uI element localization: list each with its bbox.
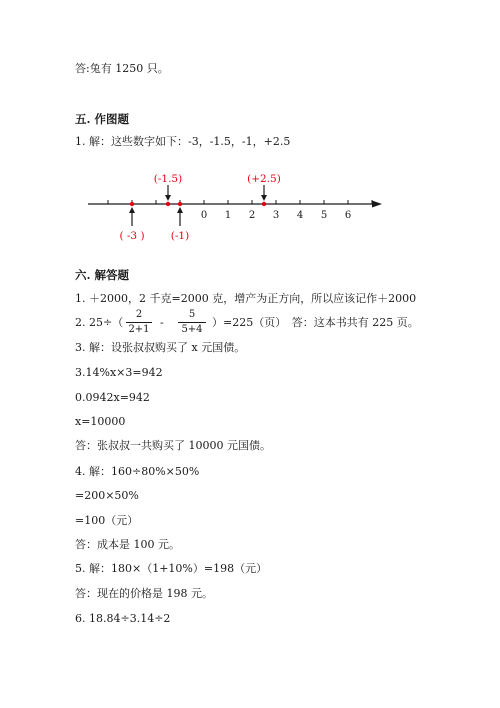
section-5-q1-text: 1. 解：这些数字如下：-3，-1.5，-1，+2.5 <box>75 135 291 148</box>
q3-line: x=10000 <box>75 415 126 428</box>
tick-label: 5 <box>320 210 328 221</box>
point-marker <box>262 202 266 206</box>
q3-line: 答：张叔叔一共购买了 10000 元国债。 <box>75 439 271 452</box>
q3-line: 0.0942x=942 <box>75 391 150 404</box>
number-line-svg <box>80 168 390 248</box>
fraction-1 <box>126 309 152 336</box>
q3-line: 3.14%x×3=942 <box>75 366 163 379</box>
fraction-1-numerator: 2 <box>135 309 143 320</box>
point-marker <box>178 202 182 206</box>
label-above: (-1.5) <box>153 173 183 185</box>
section-6-q1: 1. ＋2000，2 千克=2000 克，增产为正方向，所以应该记作＋2000 <box>75 292 417 305</box>
number-line-figure <box>80 168 390 248</box>
q5-line: 答：现在的价格是 198 元。 <box>75 587 213 600</box>
arrow-up-head <box>177 207 183 213</box>
point-marker <box>130 202 134 206</box>
previous-answer: 答:兔有 1250 只。 <box>75 62 169 75</box>
q4-line: =100（元） <box>75 514 139 527</box>
tick-label: 4 <box>296 210 304 221</box>
section-6-q2-prefix: 2. 25÷（ <box>75 316 124 329</box>
tick-label: 2 <box>248 210 256 221</box>
axis-arrowhead <box>372 201 382 208</box>
tick-label: 1 <box>224 210 232 221</box>
q4-line: 4. 解：160÷80%×50% <box>75 465 200 478</box>
section-6-title: 六. 解答题 <box>75 268 130 282</box>
label-above: (+2.5) <box>247 173 281 185</box>
fraction-1-bar <box>126 322 152 323</box>
tick-label: 0 <box>200 210 208 221</box>
tick-label: 3 <box>272 210 280 221</box>
fraction-2-numerator: 5 <box>188 309 196 320</box>
minus-sign: - <box>160 316 164 329</box>
point-marker <box>166 202 170 206</box>
q4-line: =200×50% <box>75 489 139 502</box>
arrow-up-head <box>129 207 135 213</box>
label-below: ( -3 ) <box>119 230 145 242</box>
q5-line: 5. 解：180×（1+10%）=198（元） <box>75 562 268 575</box>
fraction-1-denominator: 2+1 <box>128 324 150 335</box>
q3-line: 3. 解：设张叔叔购买了 x 元国债。 <box>75 341 246 354</box>
label-below: (-1) <box>170 230 190 242</box>
section-6-q2-suffix: ）=225（页） 答：这本书共有 225 页。 <box>212 316 419 329</box>
q6-line: 6. 18.84÷3.14÷2 <box>75 612 171 625</box>
fraction-2-denominator: 5+4 <box>181 324 203 335</box>
tick-label: 6 <box>344 210 352 221</box>
arrow-down-head <box>165 195 171 201</box>
section-5-title: 五. 作图题 <box>75 112 130 126</box>
q4-line: 答：成本是 100 元。 <box>75 538 180 551</box>
fraction-2-bar <box>178 322 206 323</box>
arrow-down-head <box>261 195 267 201</box>
fraction-2 <box>178 309 206 336</box>
